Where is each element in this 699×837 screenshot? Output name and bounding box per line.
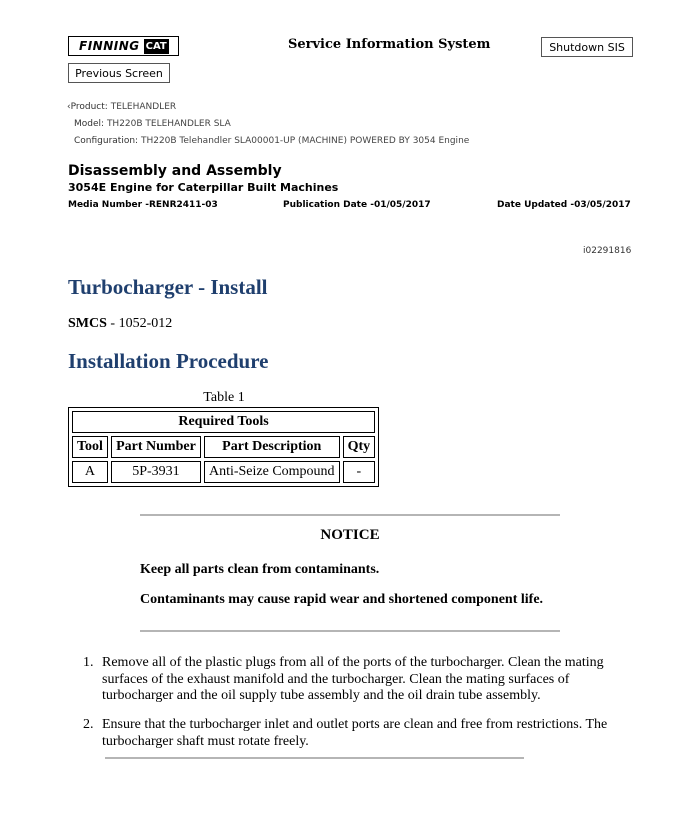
column-header-qty: Qty — [343, 436, 376, 458]
notice-title: NOTICE — [320, 527, 380, 543]
table-caption: Table 1 — [203, 390, 245, 405]
product-value: TELEHANDLER — [110, 102, 177, 112]
shutdown-sis-button[interactable]: Shutdown SIS — [541, 37, 633, 57]
smcs-code — [68, 316, 172, 332]
product-label: Product: — [70, 102, 108, 112]
document-subtitle: 3054E Engine for Caterpillar Built Machines — [68, 181, 339, 194]
model-label: Model: — [74, 119, 105, 129]
document-id: i02291816 — [583, 246, 632, 256]
configuration-label: Configuration: — [74, 136, 139, 146]
logo-text: FINNING — [79, 39, 140, 53]
chevron-left-icon: ‹ — [67, 102, 71, 112]
cell-tool: A — [72, 461, 108, 483]
product-line — [67, 102, 176, 112]
app-title: Service Information System — [288, 37, 491, 52]
notice-line-1: Keep all parts clean from contaminants. — [140, 562, 380, 577]
table-title: Required Tools — [72, 411, 375, 433]
media-number: Media Number -RENR2411-03 — [68, 200, 218, 210]
column-header-tool: Tool — [72, 436, 108, 458]
end-divider — [105, 757, 524, 759]
table-row — [72, 461, 375, 483]
document-title: Disassembly and Assembly — [68, 163, 282, 179]
publication-date: Publication Date -01/05/2017 — [283, 200, 431, 210]
notice-bottom-divider — [140, 630, 560, 632]
step-number: 2. — [83, 717, 94, 732]
model-value: TH220B TELEHANDLER SLA — [106, 119, 231, 129]
section-heading: Turbocharger - Install — [68, 275, 268, 299]
list-item — [83, 717, 613, 750]
finning-cat-logo — [68, 36, 179, 56]
smcs-value: - 1052-012 — [106, 316, 173, 331]
cat-badge: CAT — [145, 40, 167, 52]
cell-qty: - — [343, 461, 376, 483]
step-number: 1. — [83, 655, 94, 670]
smcs-label: SMCS — [68, 316, 107, 331]
cell-part-number: 5P-3931 — [111, 461, 201, 483]
procedure-heading: Installation Procedure — [68, 349, 269, 373]
notice-top-divider — [140, 514, 560, 516]
configuration-line — [74, 136, 469, 146]
notice-line-2: Contaminants may cause rapid wear and shortened component life. — [140, 592, 544, 607]
column-header-part-description: Part Description — [204, 436, 340, 458]
step-text: Remove all of the plastic plugs from all of the ports of the turbocharger. Clean the mating surfaces of the exhaust manifold and the turbocharger. Clean the mating surfaces of turbocharger and the oil supply tube assembly and the oil drain tube assembly. — [102, 655, 604, 703]
previous-screen-button[interactable]: Previous Screen — [68, 63, 170, 83]
model-line — [74, 119, 231, 129]
configuration-value: TH220B Telehandler SLA00001-UP (MACHINE) POWERED BY 3054 Engine — [140, 136, 470, 146]
column-header-part-number: Part Number — [111, 436, 201, 458]
list-item — [83, 655, 613, 705]
step-text: Ensure that the turbocharger inlet and outlet ports are clean and free from restrictions. The turbocharger shaft must rotate freely. — [102, 717, 608, 749]
required-tools-table — [68, 407, 379, 487]
date-updated: Date Updated -03/05/2017 — [497, 200, 631, 210]
cell-part-description: Anti-Seize Compound — [204, 461, 340, 483]
